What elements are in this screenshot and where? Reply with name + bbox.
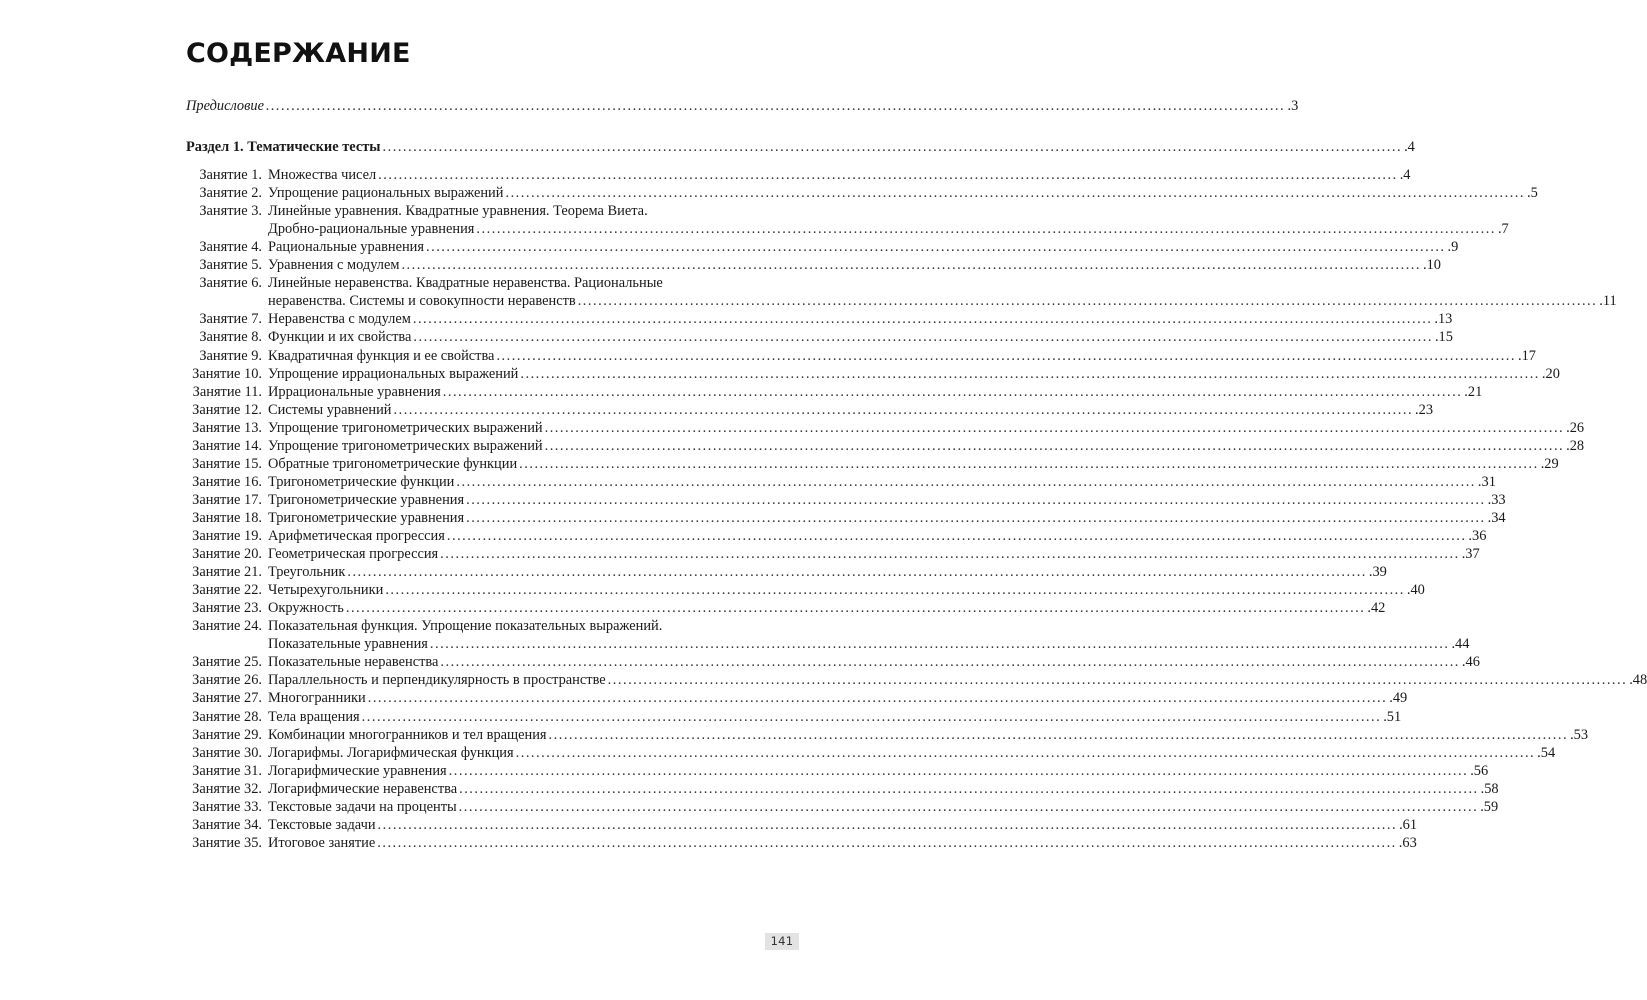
leader-dots: ........................................................................................................................................................................................................ [440, 546, 1460, 563]
lesson-number: Занятие 7. [199, 311, 262, 328]
lesson-page: .28 [1566, 437, 1585, 454]
toc-lesson [186, 726, 1589, 744]
toc-lesson-continuation [186, 635, 1470, 653]
lesson-page: .29 [1540, 455, 1559, 472]
lesson-title-cont: Дробно-рациональные уравнения [268, 221, 475, 238]
lesson-number: Занятие 27. [192, 690, 262, 707]
lesson-title: Параллельность и перпендикулярность в пространстве [268, 672, 606, 689]
lesson-title: Текстовые задачи на проценты [268, 798, 457, 815]
toc-lesson [186, 184, 1538, 202]
toc-lesson [186, 238, 1459, 256]
toc-lesson [186, 708, 1402, 726]
leader-dots: ........................................................................................................................................................................................................ [544, 419, 1565, 436]
lesson-number: Занятие 13. [192, 419, 262, 436]
leader-dots: ........................................................................................................................................................................................................ [367, 690, 1388, 707]
lesson-page: .58 [1480, 780, 1499, 797]
toc-lesson [186, 383, 1483, 401]
lesson-number: Занятие 22. [192, 582, 262, 599]
lesson-title: Комбинации многогранников и тел вращения [268, 726, 547, 743]
lesson-title: Упрощение тригонометрических выражений [268, 437, 543, 454]
lesson-page: .44 [1451, 636, 1470, 653]
toc-lesson [186, 328, 1453, 346]
lesson-number: Занятие 15. [192, 455, 262, 472]
toc-lesson [186, 834, 1417, 852]
leader-dots: ........................................................................................................................................................................................................ [448, 762, 1469, 779]
lesson-title: Неравенства с модулем [268, 311, 411, 328]
leader-dots: ........................................................................................................................................................................................................ [440, 654, 1460, 671]
toc-lesson [186, 545, 1480, 563]
lesson-page: .48 [1629, 672, 1647, 689]
toc-lesson [186, 599, 1386, 617]
leader-dots: ........................................................................................................................................................................................................ [456, 473, 1476, 490]
lesson-number: Занятие 32. [192, 780, 262, 797]
leader-dots: ........................................................................................................................................................................................................ [385, 582, 1405, 599]
lesson-number: Занятие 23. [192, 600, 262, 617]
toc-lesson [186, 455, 1559, 473]
toc-preface [186, 97, 1299, 115]
lesson-number: Занятие 25. [192, 654, 262, 671]
leader-dots: ........................................................................................................................................................................................................ [466, 509, 1486, 526]
toc-lesson [186, 419, 1585, 437]
leader-dots: ........................................................................................................................................................................................................ [345, 600, 1366, 617]
leader-dots: ........................................................................................................................................................................................................ [577, 293, 1598, 310]
lesson-number: Занятие 8. [199, 329, 262, 346]
lesson-number: Занятие 26. [192, 672, 262, 689]
lesson-title: Четырехугольники [268, 582, 384, 599]
leader-dots: ........................................................................................................................................................................................................ [466, 491, 1486, 508]
toc-lesson [186, 491, 1506, 509]
lesson-number: Занятие 10. [192, 365, 262, 382]
lesson-page: .56 [1470, 762, 1489, 779]
lesson-title: Логарифмические уравнения [268, 762, 447, 779]
lesson-number: Занятие 21. [192, 564, 262, 581]
toc-lesson [186, 527, 1487, 545]
lesson-title-cont: Показательные уравнения [268, 636, 428, 653]
lesson-title: Иррациональные уравнения [268, 383, 441, 400]
lesson-number: Занятие 3. [199, 203, 262, 220]
lesson-number: Занятие 34. [192, 816, 262, 833]
lesson-number: Занятие 1. [199, 167, 262, 183]
lesson-page: .11 [1599, 293, 1617, 310]
lesson-title: Тригонометрические уравнения [268, 491, 465, 508]
lesson-number: Занятие 20. [192, 546, 262, 563]
lesson-number: Занятие 31. [192, 762, 262, 779]
lesson-number: Занятие 24. [192, 618, 262, 635]
page-title: СОДЕРЖАНИЕ [186, 38, 411, 69]
lesson-page: .17 [1517, 347, 1536, 364]
leader-dots: ........................................................................................................................................................................................................ [377, 816, 1398, 833]
toc-lesson [186, 310, 1453, 328]
toc-lesson [186, 798, 1499, 816]
lesson-title: Уравнения с модулем [268, 257, 400, 274]
toc-lesson-continuation [186, 292, 1617, 310]
lesson-title: Линейные уравнения. Квадратные уравнения. Теорема Виета. [268, 203, 648, 220]
lesson-title: Логарифмические неравенства [268, 780, 458, 797]
lesson-number: Занятие 16. [192, 473, 262, 490]
leader-dots: ........................................................................................................................................................................................................ [429, 636, 1450, 653]
lesson-page: .39 [1368, 564, 1387, 581]
leader-dots: ........................................................................................................................................................................................................ [496, 347, 1516, 364]
lesson-number: Занятие 2. [199, 185, 262, 202]
lesson-page: .54 [1537, 744, 1556, 761]
toc-lesson [186, 401, 1434, 419]
lesson-title: Арифметическая прогрессия [268, 528, 445, 544]
lesson-title: Окружность [268, 600, 344, 617]
toc-label: Предисловие [186, 98, 264, 114]
leader-dots: ........................................................................................................................................................................................................ [459, 780, 1479, 797]
toc-page: .3 [1287, 98, 1299, 114]
toc-lesson [186, 617, 796, 635]
toc-lesson [186, 816, 1418, 834]
leader-dots: ........................................................................................................................................................................................................ [476, 221, 1496, 238]
lesson-page: .23 [1415, 401, 1434, 418]
toc-page: .4 [1404, 139, 1415, 155]
lesson-page: .40 [1406, 582, 1425, 599]
toc-lesson [186, 347, 1536, 365]
toc-lesson [186, 509, 1506, 527]
toc-lesson [186, 563, 1387, 581]
lesson-page: .26 [1566, 419, 1585, 436]
leader-dots: ........................................................................................................................................................................................................ [377, 834, 1397, 851]
lesson-title: Итоговое занятие [268, 834, 376, 851]
lesson-page: .51 [1383, 708, 1402, 725]
lesson-page: .59 [1480, 798, 1499, 815]
leader-dots: ........................................................................................................................................................................................................ [378, 167, 1398, 183]
lesson-page: .37 [1461, 546, 1480, 563]
toc-lesson [186, 202, 796, 220]
lesson-page: .31 [1477, 473, 1496, 490]
lesson-title: Геометрическая прогрессия [268, 546, 439, 563]
lesson-number: Занятие 30. [192, 744, 262, 761]
toc-lesson [186, 653, 1480, 671]
leader-dots: ........................................................................................................................................................................................................ [607, 672, 1628, 689]
toc-lesson [186, 762, 1489, 780]
leader-dots: ........................................................................................................................................................................................................ [520, 365, 1540, 382]
lesson-title: Упрощение иррациональных выражений [268, 365, 519, 382]
lesson-page: .36 [1468, 528, 1487, 544]
toc-section-1 [186, 138, 1415, 156]
lesson-number: Занятие 4. [199, 239, 262, 256]
lesson-title: Текстовые задачи [268, 816, 376, 833]
leader-dots: ........................................................................................................................................................................................................ [446, 528, 1467, 544]
lesson-title: Системы уравнений [268, 401, 392, 418]
lesson-page: .61 [1399, 816, 1418, 833]
lesson-page: .21 [1464, 383, 1483, 400]
lesson-title: Многогранники [268, 690, 366, 707]
lesson-number: Занятие 29. [192, 726, 262, 743]
lesson-number: Занятие 14. [192, 437, 262, 454]
lesson-page: .9 [1447, 239, 1459, 256]
lesson-page: .20 [1541, 365, 1560, 382]
lesson-number: Занятие 33. [192, 798, 262, 815]
toc-lesson [186, 274, 796, 292]
lesson-number: Занятие 19. [192, 528, 262, 544]
leader-dots: ........................................................................................................................................................................................................ [544, 437, 1565, 454]
lesson-title: Показательные неравенства [268, 654, 439, 671]
lesson-title: Логарифмы. Логарифмическая функция [268, 744, 514, 761]
leader-dots: ........................................................................................................................................................................................................ [442, 383, 1463, 400]
leader-dots: ........................................................................................................................................................................................................ [519, 455, 1539, 472]
lesson-title: Тригонометрические уравнения [268, 509, 465, 526]
lesson-page: .53 [1570, 726, 1589, 743]
toc-lesson-continuation [186, 220, 1509, 238]
lesson-page: .42 [1367, 600, 1386, 617]
toc-lesson [186, 473, 1496, 491]
lesson-page: .15 [1434, 329, 1453, 346]
leader-dots: ........................................................................................................................................................................................................ [412, 311, 1433, 328]
lesson-title-cont: неравенства. Системы и совокупности неравенств [268, 293, 576, 310]
leader-dots: ........................................................................................................................................................................................................ [347, 564, 1367, 581]
toc-lesson [186, 365, 1560, 383]
toc-lesson [186, 166, 1411, 184]
lesson-page: .4 [1399, 167, 1411, 183]
lesson-title: Показательная функция. Упрощение показательных выражений. [268, 618, 663, 635]
lesson-title: Рациональные уравнения [268, 239, 424, 256]
toc-lesson [186, 256, 1441, 274]
toc-lesson [186, 744, 1556, 762]
lesson-title: Функции и их свойства [268, 329, 412, 346]
lesson-page: .34 [1487, 509, 1506, 526]
lesson-title: Упрощение рациональных выражений [268, 185, 504, 202]
leader-dots: ........................................................................................................................................................................................................ [382, 139, 1403, 155]
lesson-title: Квадратичная функция и ее свойства [268, 347, 495, 364]
leader-dots: ........................................................................................................................................................................................................ [393, 401, 1414, 418]
page-number: 141 [765, 933, 799, 950]
lesson-number: Занятие 6. [199, 275, 262, 292]
lesson-page: .13 [1434, 311, 1453, 328]
lesson-title: Треугольник [268, 564, 346, 581]
lesson-title: Множества чисел [268, 167, 377, 183]
toc-lesson [186, 689, 1408, 707]
lesson-page: .5 [1527, 185, 1538, 202]
leader-dots: ........................................................................................................................................................................................................ [413, 329, 1433, 346]
lesson-number: Занятие 12. [192, 401, 262, 418]
toc-lesson [186, 780, 1499, 798]
lesson-page: .63 [1398, 834, 1417, 851]
lesson-number: Занятие 17. [192, 491, 262, 508]
lesson-number: Занятие 18. [192, 509, 262, 526]
leader-dots: ........................................................................................................................................................................................................ [426, 239, 1446, 256]
toc-label: Раздел 1. Тематические тесты [186, 139, 381, 155]
toc-lesson [186, 581, 1425, 599]
leader-dots: ........................................................................................................................................................................................................ [265, 98, 1286, 114]
leader-dots: ........................................................................................................................................................................................................ [361, 708, 1382, 725]
lesson-number: Занятие 5. [199, 257, 262, 274]
leader-dots: ........................................................................................................................................................................................................ [505, 185, 1525, 202]
toc-lesson [186, 437, 1585, 455]
lesson-number: Занятие 28. [192, 708, 262, 725]
lesson-title: Тригонометрические функции [268, 473, 455, 490]
leader-dots: ........................................................................................................................................................................................................ [458, 798, 1479, 815]
leader-dots: ........................................................................................................................................................................................................ [401, 257, 1421, 274]
leader-dots: ........................................................................................................................................................................................................ [548, 726, 1569, 743]
lesson-title: Обратные тригонометрические функции [268, 455, 518, 472]
lesson-page: .7 [1497, 221, 1509, 238]
leader-dots: ........................................................................................................................................................................................................ [515, 744, 1536, 761]
lesson-title: Тела вращения [268, 708, 360, 725]
lesson-page: .46 [1461, 654, 1480, 671]
toc-lesson [186, 671, 1647, 689]
lesson-page: .33 [1487, 491, 1506, 508]
lesson-page: .10 [1422, 257, 1441, 274]
lesson-title: Упрощение тригонометрических выражений [268, 419, 543, 436]
lesson-number: Занятие 35. [192, 834, 262, 851]
lesson-number: Занятие 11. [192, 383, 262, 400]
lesson-title: Линейные неравенства. Квадратные неравенства. Рациональные [268, 275, 663, 292]
lesson-number: Занятие 9. [199, 347, 262, 364]
lesson-page: .49 [1389, 690, 1408, 707]
